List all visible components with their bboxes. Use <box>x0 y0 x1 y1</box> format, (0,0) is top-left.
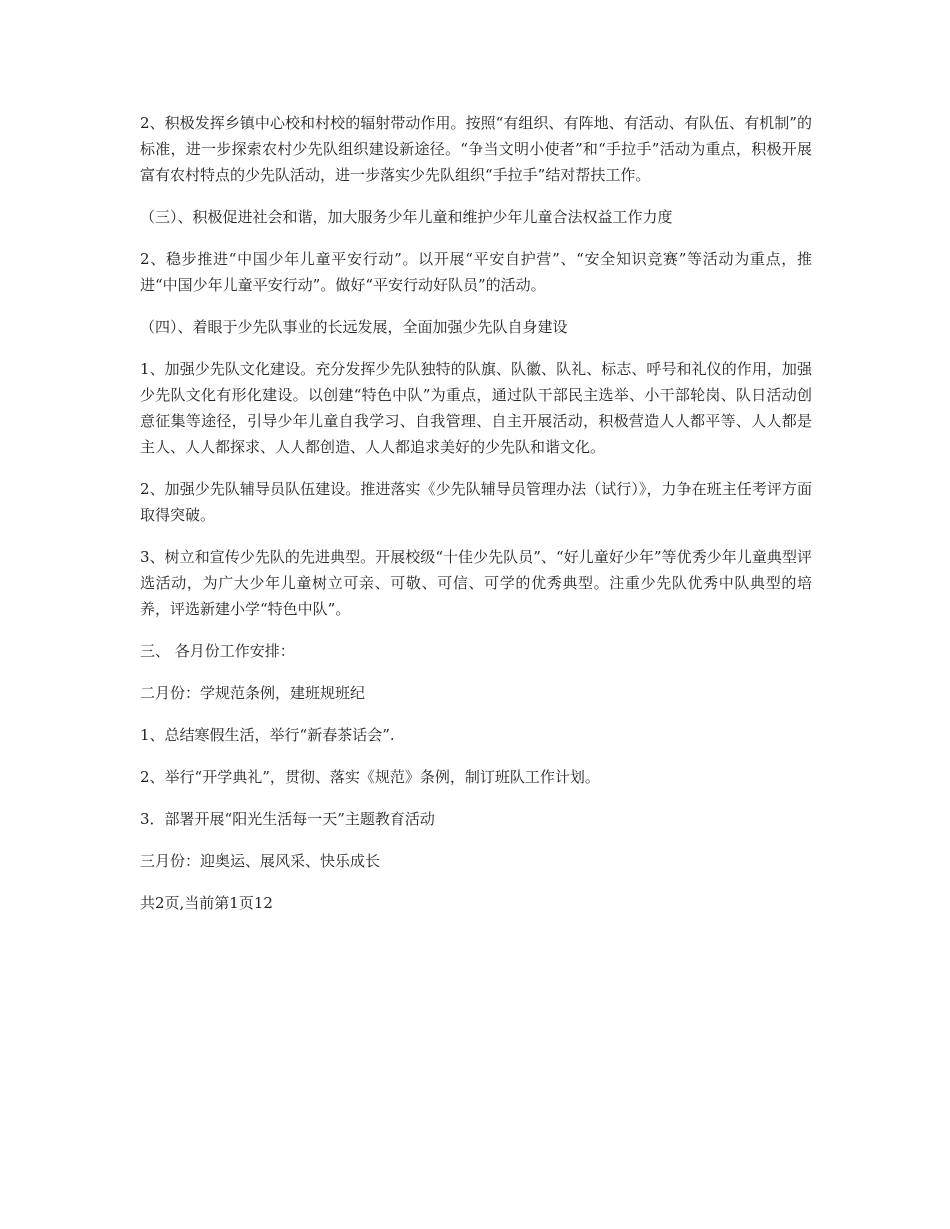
february-title: 二月份：学规范条例，建班规班纪 <box>140 684 366 702</box>
section-heading-3: （三）、积极促进社会和谐，加大服务少年儿童和维护少年儿童合法权益工作力度 <box>140 208 673 226</box>
february-item-1: 1、总结寒假生活，举行“新春茶话会”. <box>140 726 395 744</box>
page-footer: 共2页,当前第1页12 <box>140 894 273 912</box>
monthly-schedule-heading: 三、 各月份工作安排： <box>140 642 295 660</box>
section-heading-4: （四）、着眼于少先队事业的长远发展，全面加强少先队自身建设 <box>140 318 568 336</box>
march-title: 三月份：迎奥运、展风采、快乐成长 <box>140 852 381 870</box>
paragraph-advanced-models: 3、树立和宣传少先队的先进典型。开展校级“十佳少先队员”、“好儿童好少年”等优秀少年儿童典型评选活动，为广大少年儿童树立可亲、可敬、可信、可学的优秀典型。注重少先队优秀中队典型的培养，评选新建小学“特色中队”。 <box>140 548 812 618</box>
paragraph-counselor-team: 2、加强少先队辅导员队伍建设。推进落实《少先队辅导员管理办法（试行）》，力争在班主任考评方面取得突破。 <box>140 480 812 524</box>
paragraph-culture-building: 1、加强少先队文化建设。充分发挥少先队独特的队旗、队徽、队礼、标志、呼号和礼仪的作用，加强少先队文化有形化建设。以创建“特色中队”为重点，通过队干部民主选举、小干部轮岗、队日活动创意征集等途径，引导少年儿童自我学习、自我管理、自主开展活动，积极营造人人都平等、人人都是主人、人人都探求、人人都创造、人人都追求美好的少先队和谐文化。 <box>140 360 812 456</box>
paragraph-rural-schools: 2、积极发挥乡镇中心校和村校的辐射带动作用。按照“有组织、有阵地、有活动、有队伍、有机制”的标准，进一步探索农村少先队组织建设新途径。“争当文明小使者”和“手拉手”活动为重点，积极开展富有农村特点的少先队活动，进一步落实少先队组织“手拉手”结对帮扶工作。 <box>140 114 812 184</box>
february-item-3: 3．部署开展“阳光生活每一天”主题教育活动 <box>140 810 435 828</box>
paragraph-safety-action: 2、稳步推进“中国少年儿童平安行动”。以开展“平安自护营”、“安全知识竞赛”等活动为重点，推进“中国少年儿童平安行动”。做好“平安行动好队员”的活动。 <box>140 250 812 294</box>
document-page <box>140 110 812 932</box>
february-item-2: 2、举行“开学典礼”，贯彻、落实《规范》条例，制订班队工作计划。 <box>140 768 600 786</box>
